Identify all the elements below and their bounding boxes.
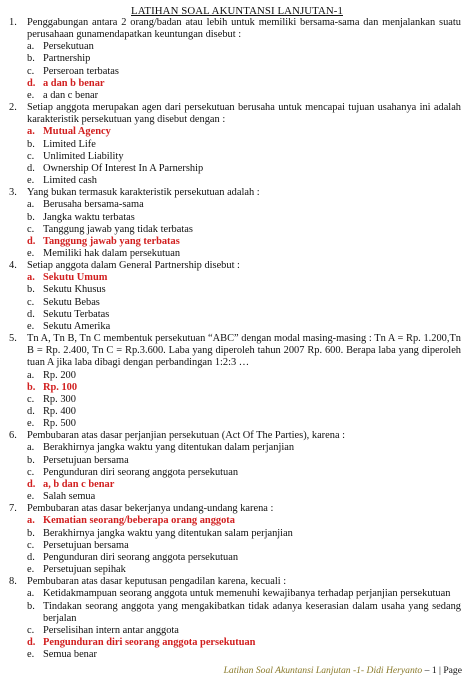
document-title: LATIHAN SOAL AKUNTANSI LANJUTAN-1 xyxy=(131,5,343,17)
option-text: a, b dan c benar xyxy=(43,478,115,490)
question-number: 8. xyxy=(9,576,17,588)
answer-option xyxy=(9,588,461,600)
option-text: Partnership xyxy=(43,53,91,65)
question-number: 2. xyxy=(9,102,17,114)
option-text: Memiliki hak dalam persekutuan xyxy=(43,247,181,259)
answer-option xyxy=(9,649,461,661)
option-text: Sekutu Bebas xyxy=(43,296,100,308)
answer-option xyxy=(9,625,461,637)
option-label: a. xyxy=(27,442,35,454)
answer-option-correct xyxy=(9,272,461,284)
option-text: a dan c benar xyxy=(43,89,99,101)
answer-option xyxy=(9,406,461,418)
option-text: Perselisihan intern antar anggota xyxy=(43,624,179,636)
answer-option xyxy=(9,199,461,211)
option-text: Berakhirnya jangka waktu yang ditentukan dalam perjanjian xyxy=(43,442,295,454)
option-label: e. xyxy=(27,418,35,430)
option-label: d. xyxy=(27,478,36,490)
question-1 xyxy=(9,17,461,102)
answer-option xyxy=(9,321,461,333)
question-6 xyxy=(9,430,461,503)
answer-option xyxy=(9,151,461,163)
option-label: b. xyxy=(27,600,35,612)
question-text: Pembubaran atas dasar perjanjian persekutuan (Act Of The Parties), karena : xyxy=(27,430,346,442)
answer-option xyxy=(9,540,461,552)
option-label: a. xyxy=(27,369,35,381)
question-3 xyxy=(9,187,461,260)
question-text: Penggabungan antara 2 orang/badan atau lebih untuk memiliki bersama-sama dan menjalankan suatu perusahaan gunamendapatkan keuntungan disebut : xyxy=(27,17,461,41)
option-label: b. xyxy=(27,138,35,150)
option-text: Persekutuan xyxy=(43,41,94,53)
answer-option xyxy=(9,90,461,102)
option-text: Limited cash xyxy=(43,175,97,187)
answer-option xyxy=(9,370,461,382)
option-text: Persetujuan bersama xyxy=(43,454,129,466)
option-text: Persetujuan sepihak xyxy=(43,564,126,576)
option-text: Sekutu Terbatas xyxy=(43,308,110,320)
option-text: Salah semua xyxy=(43,491,96,503)
answer-options xyxy=(9,442,461,503)
option-label: d. xyxy=(27,235,36,247)
question-number: 3. xyxy=(9,187,17,199)
footer-text: Latihan Soal Akuntansi Lanjutan -1- Didi Heryanto xyxy=(223,665,423,676)
answer-option xyxy=(9,297,461,309)
option-text: Pengunduran diri seorang anggota persekutuan xyxy=(43,636,256,648)
option-label: d. xyxy=(27,636,36,648)
question-number: 6. xyxy=(9,430,17,442)
option-label: b. xyxy=(27,527,35,539)
option-text: Berusaha bersama-sama xyxy=(43,199,144,211)
option-text: Jangka waktu terbatas xyxy=(43,211,135,223)
option-label: b. xyxy=(27,284,35,296)
option-label: d. xyxy=(27,162,35,174)
option-label: e. xyxy=(27,175,35,187)
question-4 xyxy=(9,260,461,333)
option-label: c. xyxy=(27,296,35,308)
page-footer xyxy=(224,665,462,677)
answer-option xyxy=(9,66,461,78)
footer-page-number: – 1 | Page xyxy=(422,665,462,676)
option-label: c. xyxy=(27,624,35,636)
answer-option xyxy=(9,212,461,224)
question-number: 4. xyxy=(9,260,17,272)
option-label: b. xyxy=(27,454,35,466)
question-number: 5. xyxy=(9,333,17,345)
answer-option xyxy=(9,455,461,467)
option-text: Pengunduran diri seorang anggota persekutuan xyxy=(43,466,239,478)
question-7 xyxy=(9,503,461,576)
question-text: Yang bukan termasuk karakteristik persekutuan adalah : xyxy=(27,187,260,199)
answer-options xyxy=(9,370,461,431)
option-label: e. xyxy=(27,564,35,576)
option-label: e. xyxy=(27,649,35,661)
option-text: Sekutu Khusus xyxy=(43,284,106,296)
answer-option-correct xyxy=(9,637,461,649)
option-label: a. xyxy=(27,199,35,211)
option-text: Tindakan seorang anggota yang mengakibatkan tidak adanya keserasian dalam usaha yang sedang berjalan xyxy=(43,600,461,624)
question-text: Pembubaran atas dasar keputusan pengadilan karena, kecuali : xyxy=(27,576,287,588)
option-text: Rp. 500 xyxy=(43,418,76,430)
answer-option xyxy=(9,309,461,321)
answer-options xyxy=(9,41,461,102)
option-text: Berakhirnya jangka waktu yang ditentukan salam perjanjian xyxy=(43,527,293,539)
answer-option xyxy=(9,442,461,454)
option-label: b. xyxy=(27,211,35,223)
option-label: d. xyxy=(27,308,35,320)
option-text: Rp. 100 xyxy=(43,381,78,393)
option-text: Unlimited Liability xyxy=(43,150,124,162)
answer-option xyxy=(9,284,461,296)
option-label: c. xyxy=(27,65,35,77)
answer-option-correct xyxy=(9,382,461,394)
answer-option xyxy=(9,41,461,53)
option-text: Sekutu Umum xyxy=(43,272,108,284)
question-text: Setiap anggota merupakan agen dari persekutuan berusaha untuk mencapai tujuan usahanya ini adalah karakteristik persekutuan yang disebut dengan : xyxy=(27,102,461,126)
option-label: e. xyxy=(27,320,35,332)
question-number: 7. xyxy=(9,503,17,515)
answer-option-correct xyxy=(9,78,461,90)
option-label: a. xyxy=(27,126,35,138)
answer-option-correct xyxy=(9,126,461,138)
answer-option xyxy=(9,139,461,151)
answer-options xyxy=(9,199,461,260)
option-text: Tanggung jawab yang tidak terbatas xyxy=(43,223,193,235)
option-label: e. xyxy=(27,89,35,101)
answer-option xyxy=(9,564,461,576)
option-label: e. xyxy=(27,247,35,259)
question-list xyxy=(9,17,461,661)
option-text: Limited Life xyxy=(43,138,96,150)
answer-option-correct xyxy=(9,515,461,527)
answer-option xyxy=(9,394,461,406)
option-label: d. xyxy=(27,77,36,89)
option-text: Kematian seorang/beberapa orang anggota xyxy=(43,515,235,527)
answer-options xyxy=(9,126,461,187)
option-text: a dan b benar xyxy=(43,77,105,89)
question-2 xyxy=(9,102,461,187)
answer-option xyxy=(9,175,461,187)
option-label: c. xyxy=(27,223,35,235)
option-text: Tanggung jawab yang terbatas xyxy=(43,235,180,247)
option-text: Mutual Agency xyxy=(43,126,111,138)
answer-option xyxy=(9,601,461,625)
answer-option xyxy=(9,224,461,236)
answer-option xyxy=(9,53,461,65)
option-label: e. xyxy=(27,491,35,503)
option-text: Rp. 300 xyxy=(43,393,76,405)
option-label: c. xyxy=(27,150,35,162)
answer-option xyxy=(9,248,461,260)
option-label: a. xyxy=(27,272,35,284)
answer-options xyxy=(9,515,461,576)
answer-options xyxy=(9,272,461,333)
answer-option xyxy=(9,163,461,175)
option-text: Ketidakmampuan seorang anggota untuk memenuhi kewajibanya terhadap perjanjian persekutuan xyxy=(43,588,451,600)
option-text: Rp. 200 xyxy=(43,369,76,381)
answer-option xyxy=(9,467,461,479)
option-label: d. xyxy=(27,551,35,563)
question-8 xyxy=(9,576,461,661)
option-label: c. xyxy=(27,466,35,478)
question-text: Pembubaran atas dasar bekerjanya undang-undang karena : xyxy=(27,503,274,515)
answer-option xyxy=(9,418,461,430)
question-text: Tn A, Tn B, Tn C membentuk persekutuan “ABC” dengan modal masing-masing : Tn A = Rp. 1.200,Tn B = Rp. 2.400, Tn C = Rp.3.600. Laba yang diperoleh tahun 2007 Rp. 600. Berapa laba yang diperoleh tuan A jika laba dibagi dengan perbandingan 1:2:3 … xyxy=(27,333,461,369)
question-number: 1. xyxy=(9,17,17,28)
option-text: Pengunduran diri seorang anggota persekutuan xyxy=(43,551,239,563)
option-text: Ownership Of Interest In A Parnership xyxy=(43,162,204,174)
option-label: b. xyxy=(27,53,35,65)
option-text: Sekutu Amerika xyxy=(43,320,111,332)
answer-option-correct xyxy=(9,479,461,491)
option-text: Perseroan terbatas xyxy=(43,65,119,77)
option-label: a. xyxy=(27,515,35,527)
option-label: c. xyxy=(27,539,35,551)
answer-option xyxy=(9,491,461,503)
answer-option xyxy=(9,528,461,540)
option-text: Semua benar xyxy=(43,649,97,661)
option-text: Persetujuan bersama xyxy=(43,539,129,551)
option-label: a. xyxy=(27,588,35,600)
option-label: a. xyxy=(27,41,35,53)
answer-options xyxy=(9,588,461,661)
answer-option-correct xyxy=(9,236,461,248)
option-text: Rp. 400 xyxy=(43,406,76,417)
option-label: d. xyxy=(27,406,35,417)
question-text: Setiap anggota dalam General Partnership disebut : xyxy=(27,260,240,272)
question-5 xyxy=(9,333,461,430)
option-label: c. xyxy=(27,393,35,405)
option-label: b. xyxy=(27,381,36,393)
answer-option xyxy=(9,552,461,564)
